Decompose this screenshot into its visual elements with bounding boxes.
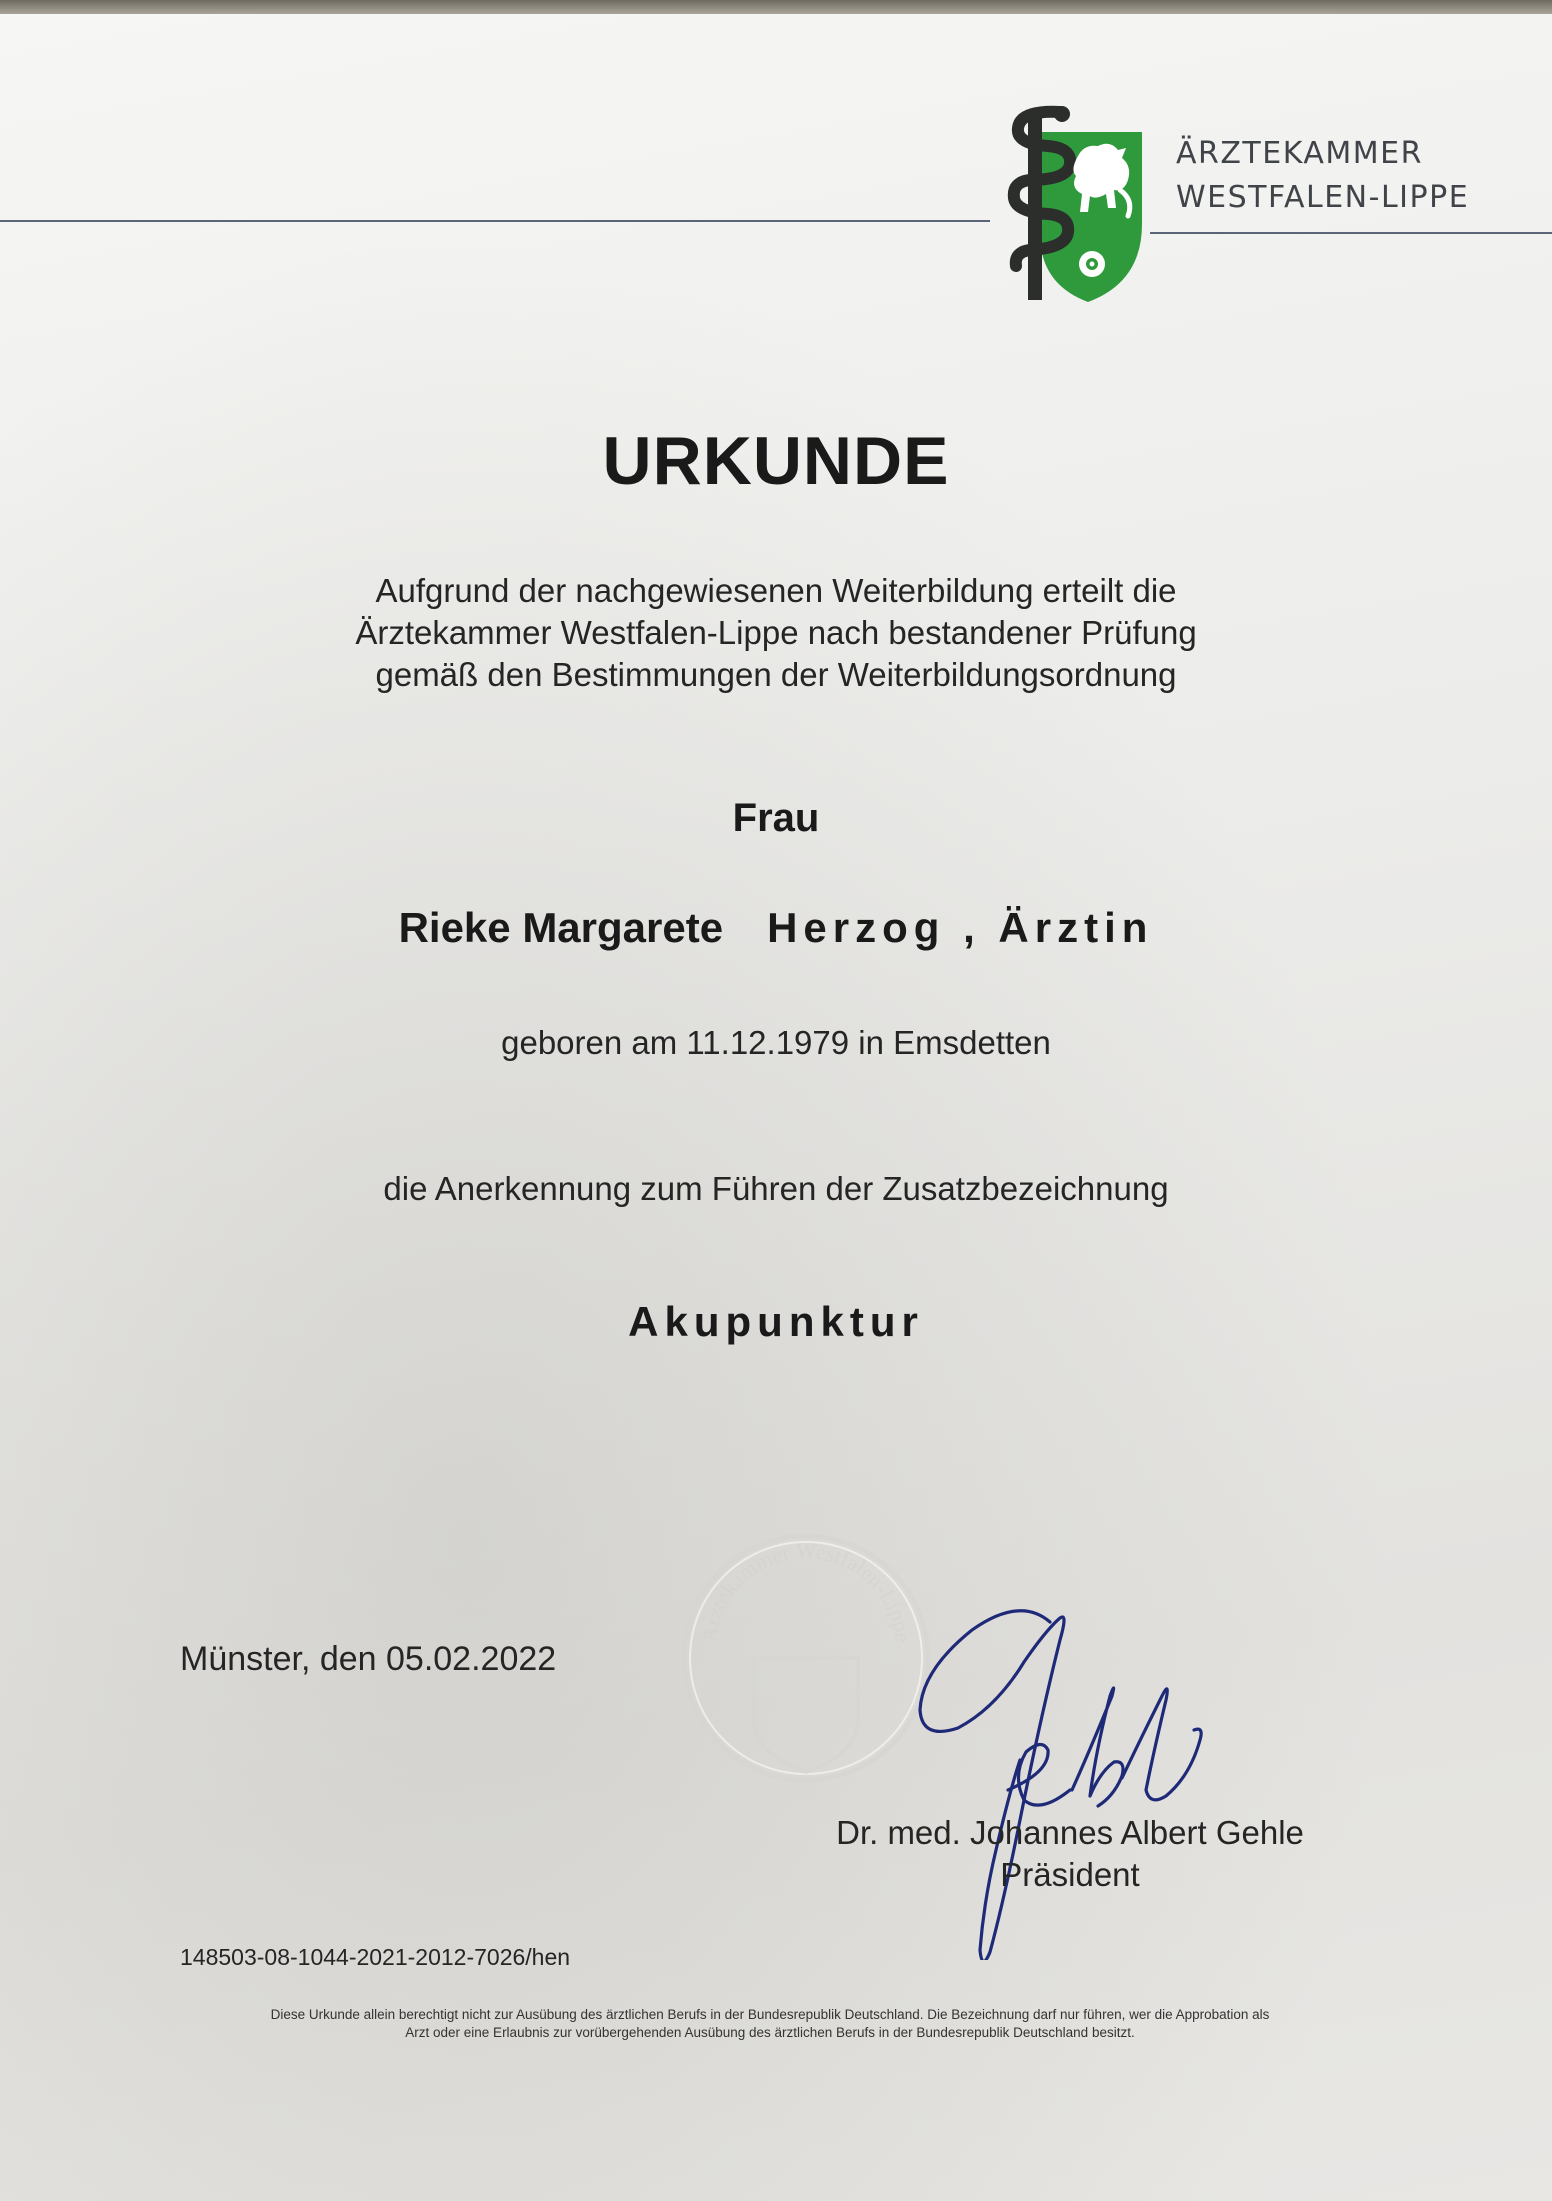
disclaimer-line: Arzt oder eine Erlaubnis zur vorübergehenden Ausübung des ärztlichen Berufs in der Bundesrepublik Deutschland besitzt. [405,2025,1135,2040]
intro-line: Ärztekammer Westfalen-Lippe nach bestandener Prüfung [355,614,1197,651]
seal-text: Ärztekammer Westfalen-Lippe [695,1537,916,1644]
salutation: Frau [732,796,820,840]
legal-disclaimer [120,2006,1420,2042]
organization-name [1176,132,1469,220]
specialty-name: Akupunktur [628,1298,924,1345]
signer-block [770,1812,1370,1896]
recipient-first-names: Rieke Margarete [398,904,724,951]
aesculapius-horse-shield-icon [1000,104,1150,304]
paper-top-edge [0,0,1552,14]
recipient-surname-title: Herzog , Ärztin [767,904,1154,951]
signer-role: Präsident [1000,1856,1140,1893]
signer-name: Dr. med. Johannes Albert Gehle [836,1814,1304,1851]
header-rule-right [1150,232,1552,234]
organization-name-line1: ÄRZTEKAMMER [1176,136,1423,171]
recipient-name [0,904,1552,952]
place-date: Münster, den 05.02.2022 [180,1640,557,1678]
birth-line: geboren am 11.12.1979 in Emsdetten [501,1024,1051,1061]
intro-line: Aufgrund der nachgewiesenen Weiterbildung erteilt die [375,572,1177,609]
embossed-seal-icon [676,1528,936,1788]
certificate-title: URKUNDE [602,423,950,499]
recognition-line: die Anerkennung zum Führen der Zusatzbezeichnung [383,1170,1169,1207]
intro-line: gemäß den Bestimmungen der Weiterbildungsordnung [375,656,1177,693]
handwritten-signature [900,1600,1230,1960]
reference-number: 148503-08-1044-2021-2012-7026/hen [180,1944,571,1970]
intro-paragraph [0,570,1552,696]
disclaimer-line: Diese Urkunde allein berechtigt nicht zur Ausübung des ärztlichen Berufs in der Bundesrepublik Deutschland. Die Bezeichnung darf nur führen, wer die Approbation als [270,2007,1270,2022]
header-rule-left [0,220,990,222]
organization-name-line2: WESTFALEN-LIPPE [1176,180,1470,215]
